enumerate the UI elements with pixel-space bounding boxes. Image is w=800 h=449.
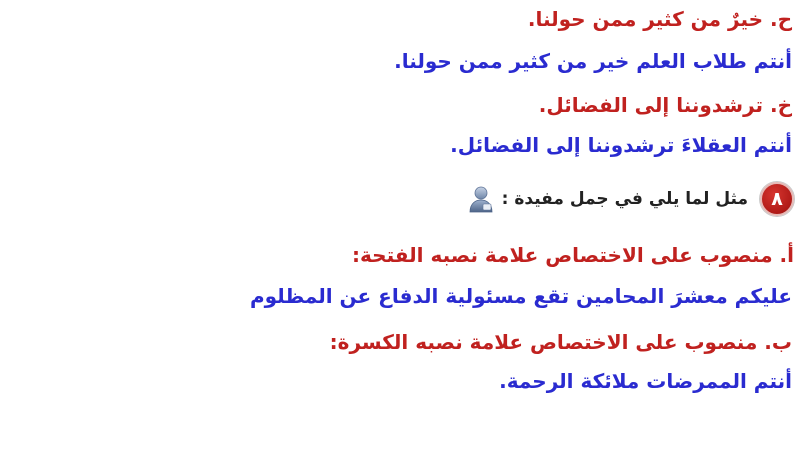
heading-kasra: ب. منصوب على الاختصاص علامة نصبه الكسرة: bbox=[329, 330, 792, 354]
example-sentence-wise: أنتم العقلاءَ ترشدوننا إلى الفضائل. bbox=[450, 133, 792, 157]
question-row bbox=[468, 182, 794, 216]
example-sentence-lawyers: عليكم معشرَ المحامين تقع مسئولية الدفاع عن المظلوم bbox=[249, 284, 792, 308]
heading-guide-virtues: خ. ترشدوننا إلى الفضائل. bbox=[538, 93, 792, 117]
example-sentence-students: أنتم طلاب العلم خير من كثير ممن حولنا. bbox=[394, 49, 792, 73]
heading-kha-good: ح. خيرٌ من كثير ممن حولنا. bbox=[527, 7, 792, 31]
person-icon bbox=[468, 185, 494, 213]
example-sentence-nurses: أنتم الممرضات ملائكة الرحمة. bbox=[499, 369, 792, 393]
heading-fatha: أ. منصوب على الاختصاص علامة نصبه الفتحة: bbox=[352, 243, 794, 267]
question-number-badge: ٨ bbox=[760, 182, 794, 216]
question-text: مثل لما يلي في جمل مفيدة : bbox=[501, 189, 748, 209]
